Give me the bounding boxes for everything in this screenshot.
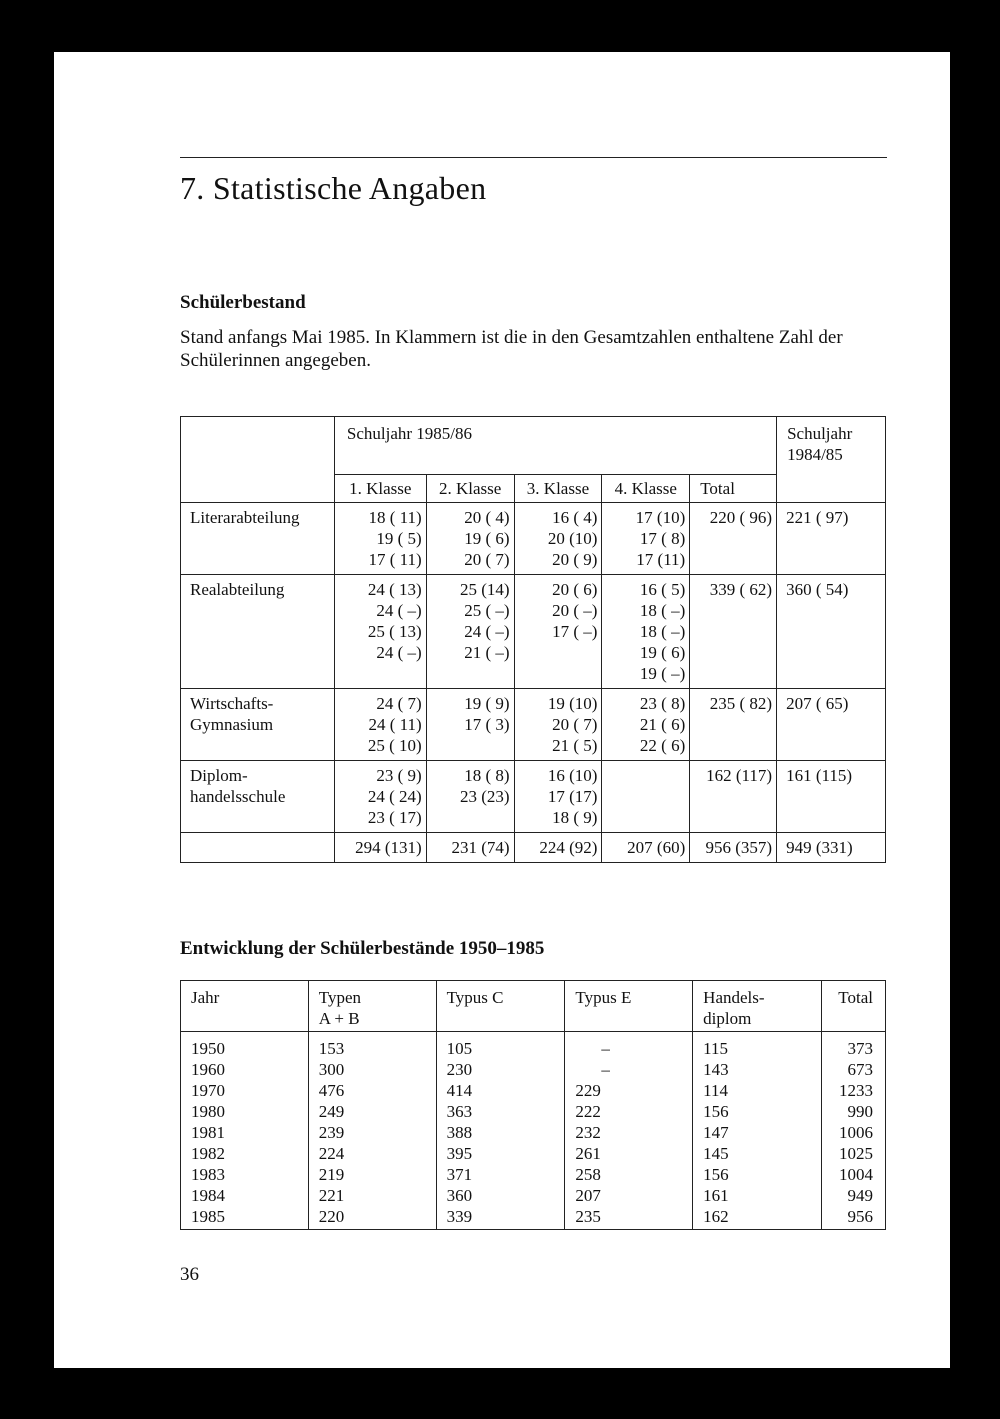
class-cell-k2 (426, 689, 514, 761)
class-count: 20 ( 4) (464, 508, 510, 527)
top-rule (180, 157, 887, 158)
row-total: 162 (117) (690, 761, 777, 833)
class-count: 17 ( 3) (464, 715, 510, 734)
class-count: 25 (14) (459, 580, 510, 599)
cell-handelsdiplom: 161 (693, 1185, 822, 1206)
cell-typen-ab: 476 (308, 1080, 436, 1101)
table-row (181, 1101, 886, 1122)
cell-handelsdiplom: 162 (693, 1206, 822, 1230)
class-cell-k2 (426, 575, 514, 689)
class-count: 16 ( 4) (552, 508, 598, 527)
class-count: 18 ( –) (639, 601, 686, 620)
table-row (181, 1143, 886, 1164)
class-count: 20 ( 9) (552, 550, 598, 569)
class-count: 17 ( 8) (639, 529, 686, 548)
row-previous-year: 360 ( 54) (777, 575, 886, 689)
year-previous-header: Schuljahr 1984/85 (777, 417, 886, 503)
cell-typus-c: 363 (436, 1101, 565, 1122)
header-handelsdiplom: Handels- diplom (693, 981, 822, 1032)
cell-handelsdiplom: 114 (693, 1080, 822, 1101)
schuelerbestand-intro: Stand anfangs Mai 1985. In Klammern ist die in den Gesamtzahlen enthaltene Zahl der Schülerinnen angegeben. (180, 327, 843, 371)
class-count: 17 ( –) (552, 622, 598, 641)
table-row (181, 1032, 886, 1060)
class-cell-k3 (514, 575, 602, 689)
cell-total: 373 (822, 1032, 886, 1060)
header-typus-c: Typus C (436, 981, 565, 1032)
row-previous-year: 221 ( 97) (777, 503, 886, 575)
cell-jahr: 1983 (181, 1164, 309, 1185)
cell-total: 1006 (822, 1122, 886, 1143)
class-count: 24 ( –) (376, 643, 422, 662)
table-row (181, 575, 886, 689)
class-cell-k1 (334, 689, 426, 761)
table-row (181, 1164, 886, 1185)
class-count: 24 ( 11) (368, 715, 422, 734)
col-header-total: Total (690, 475, 777, 503)
class-count: 24 ( 24) (367, 787, 422, 806)
cell-typen-ab: 153 (308, 1032, 436, 1060)
row-total: 220 ( 96) (690, 503, 777, 575)
class-cell-k1 (334, 503, 426, 575)
entwicklung-heading: Entwicklung der Schülerbestände 1950–1985 (180, 938, 545, 959)
empty-header-cell (181, 417, 335, 503)
class-count: 21 ( 5) (552, 736, 598, 755)
cell-typen-ab: 221 (308, 1185, 436, 1206)
cell-total: 1233 (822, 1080, 886, 1101)
cell-typus-c: 230 (436, 1059, 565, 1080)
cell-typus-c: 360 (436, 1185, 565, 1206)
class-count: 24 ( –) (464, 622, 510, 641)
table-row (181, 1206, 886, 1230)
class-count: 25 ( 13) (367, 622, 422, 641)
class-count: 23 ( 9) (376, 766, 422, 785)
cell-jahr: 1970 (181, 1080, 309, 1101)
col-header-k3: 3. Klasse (514, 475, 602, 503)
page-number: 36 (180, 1264, 199, 1285)
totals-row (181, 833, 886, 863)
cell-typus-e: – (565, 1032, 693, 1060)
class-count: 25 ( –) (464, 601, 510, 620)
cell-typus-e: 222 (565, 1101, 693, 1122)
row-previous-year: 161 (115) (777, 761, 886, 833)
table-row (181, 503, 886, 575)
col-header-k1: 1. Klasse (334, 475, 426, 503)
header-typen-ab: Typen A + B (308, 981, 436, 1032)
row-label: Wirtschafts- Gymnasium (181, 689, 335, 761)
document-page (54, 52, 950, 1368)
totals-total: 956 (357) (690, 833, 777, 863)
cell-typus-c: 388 (436, 1122, 565, 1143)
row-label: Literarabteilung (181, 503, 335, 575)
class-count: 20 ( –) (552, 601, 598, 620)
class-count: 21 ( 6) (639, 715, 686, 734)
totals-k1: 294 (131) (334, 833, 426, 863)
cell-typus-e: 258 (565, 1164, 693, 1185)
class-count: 18 ( 9) (552, 808, 598, 827)
header-jahr: Jahr (181, 981, 309, 1032)
entwicklung-table (180, 980, 886, 1230)
schuelerbestand-heading: Schülerbestand (180, 292, 306, 313)
class-count: 20 ( 7) (552, 715, 598, 734)
totals-k4: 207 (60) (602, 833, 690, 863)
cell-total: 990 (822, 1101, 886, 1122)
class-count: 21 ( –) (464, 643, 510, 662)
class-count: 19 (10) (547, 694, 598, 713)
cell-total: 1004 (822, 1164, 886, 1185)
cell-jahr: 1982 (181, 1143, 309, 1164)
row-label: Realabteilung (181, 575, 335, 689)
cell-typus-e: 232 (565, 1122, 693, 1143)
cell-typen-ab: 239 (308, 1122, 436, 1143)
totals-label-cell (181, 833, 335, 863)
class-count: 23 ( 8) (639, 694, 686, 713)
table-row (181, 761, 886, 833)
class-count: 20 ( 7) (464, 550, 510, 569)
cell-jahr: 1950 (181, 1032, 309, 1060)
class-count: 18 ( 11) (368, 508, 422, 527)
row-previous-year: 207 ( 65) (777, 689, 886, 761)
table-row (181, 1080, 886, 1101)
class-count: 17 (17) (547, 787, 598, 806)
cell-total: 949 (822, 1185, 886, 1206)
header-typus-e: Typus E (565, 981, 693, 1032)
cell-jahr: 1960 (181, 1059, 309, 1080)
cell-typus-e: 207 (565, 1185, 693, 1206)
cell-handelsdiplom: 115 (693, 1032, 822, 1060)
class-cell-k1 (334, 761, 426, 833)
class-cell-k2 (426, 503, 514, 575)
table-row (181, 1059, 886, 1080)
class-count: 19 ( 5) (376, 529, 422, 548)
class-count: 20 ( 6) (552, 580, 598, 599)
class-cell-k2 (426, 761, 514, 833)
year-current-header: Schuljahr 1985/86 (334, 417, 776, 475)
cell-jahr: 1981 (181, 1122, 309, 1143)
class-count: 20 (10) (547, 529, 598, 548)
table-row (181, 1185, 886, 1206)
cell-jahr: 1984 (181, 1185, 309, 1206)
class-cell-k1 (334, 575, 426, 689)
class-cell-k3 (514, 503, 602, 575)
totals-prev: 949 (331) (777, 833, 886, 863)
totals-k2: 231 (74) (426, 833, 514, 863)
header-row-1 (181, 417, 886, 475)
cell-typus-e: 235 (565, 1206, 693, 1230)
class-count: 22 ( 6) (639, 736, 686, 755)
table-row (181, 689, 886, 761)
class-cell-k4 (602, 575, 690, 689)
cell-typus-e: – (565, 1059, 693, 1080)
class-cell-k4 (602, 761, 690, 833)
class-count: 24 ( –) (376, 601, 422, 620)
cell-handelsdiplom: 156 (693, 1164, 822, 1185)
cell-handelsdiplom: 145 (693, 1143, 822, 1164)
cell-typen-ab: 300 (308, 1059, 436, 1080)
col-header-k4: 4. Klasse (602, 475, 690, 503)
row-label: Diplom- handelsschule (181, 761, 335, 833)
class-count: 17 ( 11) (368, 550, 422, 569)
totals-k3: 224 (92) (514, 833, 602, 863)
cell-typen-ab: 249 (308, 1101, 436, 1122)
cell-typus-e: 229 (565, 1080, 693, 1101)
table-row (181, 1122, 886, 1143)
class-count: 19 ( –) (639, 664, 686, 683)
row-total: 339 ( 62) (690, 575, 777, 689)
class-count: 16 (10) (547, 766, 598, 785)
cell-handelsdiplom: 156 (693, 1101, 822, 1122)
class-count: 19 ( 6) (639, 643, 686, 662)
entwicklung-header-row (181, 981, 886, 1032)
section-title: 7. Statistische Angaben (180, 170, 487, 206)
class-count: 18 ( 8) (464, 766, 510, 785)
cell-typus-c: 395 (436, 1143, 565, 1164)
cell-typus-e: 261 (565, 1143, 693, 1164)
class-count: 23 (23) (459, 787, 510, 806)
class-cell-k4 (602, 503, 690, 575)
class-count: 24 ( 7) (376, 694, 422, 713)
row-total: 235 ( 82) (690, 689, 777, 761)
cell-typus-c: 339 (436, 1206, 565, 1230)
header-total: Total (822, 981, 886, 1032)
class-cell-k3 (514, 761, 602, 833)
class-count: 18 ( –) (639, 622, 686, 641)
class-count: 24 ( 13) (367, 580, 422, 599)
cell-handelsdiplom: 147 (693, 1122, 822, 1143)
cell-jahr: 1985 (181, 1206, 309, 1230)
class-count: 19 ( 6) (464, 529, 510, 548)
cell-total: 1025 (822, 1143, 886, 1164)
cell-jahr: 1980 (181, 1101, 309, 1122)
schuelerbestand-table (180, 416, 886, 863)
cell-typus-c: 105 (436, 1032, 565, 1060)
class-count: 17 (11) (636, 550, 686, 569)
cell-typen-ab: 220 (308, 1206, 436, 1230)
class-count: 19 ( 9) (464, 694, 510, 713)
cell-typen-ab: 224 (308, 1143, 436, 1164)
class-cell-k3 (514, 689, 602, 761)
cell-typus-c: 371 (436, 1164, 565, 1185)
cell-handelsdiplom: 143 (693, 1059, 822, 1080)
col-header-k2: 2. Klasse (426, 475, 514, 503)
cell-typen-ab: 219 (308, 1164, 436, 1185)
class-count: 17 (10) (635, 508, 686, 527)
class-count: 25 ( 10) (367, 736, 422, 755)
cell-typus-c: 414 (436, 1080, 565, 1101)
cell-total: 673 (822, 1059, 886, 1080)
class-cell-k4 (602, 689, 690, 761)
class-count: 23 ( 17) (367, 808, 422, 827)
cell-total: 956 (822, 1206, 886, 1230)
class-count: 16 ( 5) (639, 580, 686, 599)
